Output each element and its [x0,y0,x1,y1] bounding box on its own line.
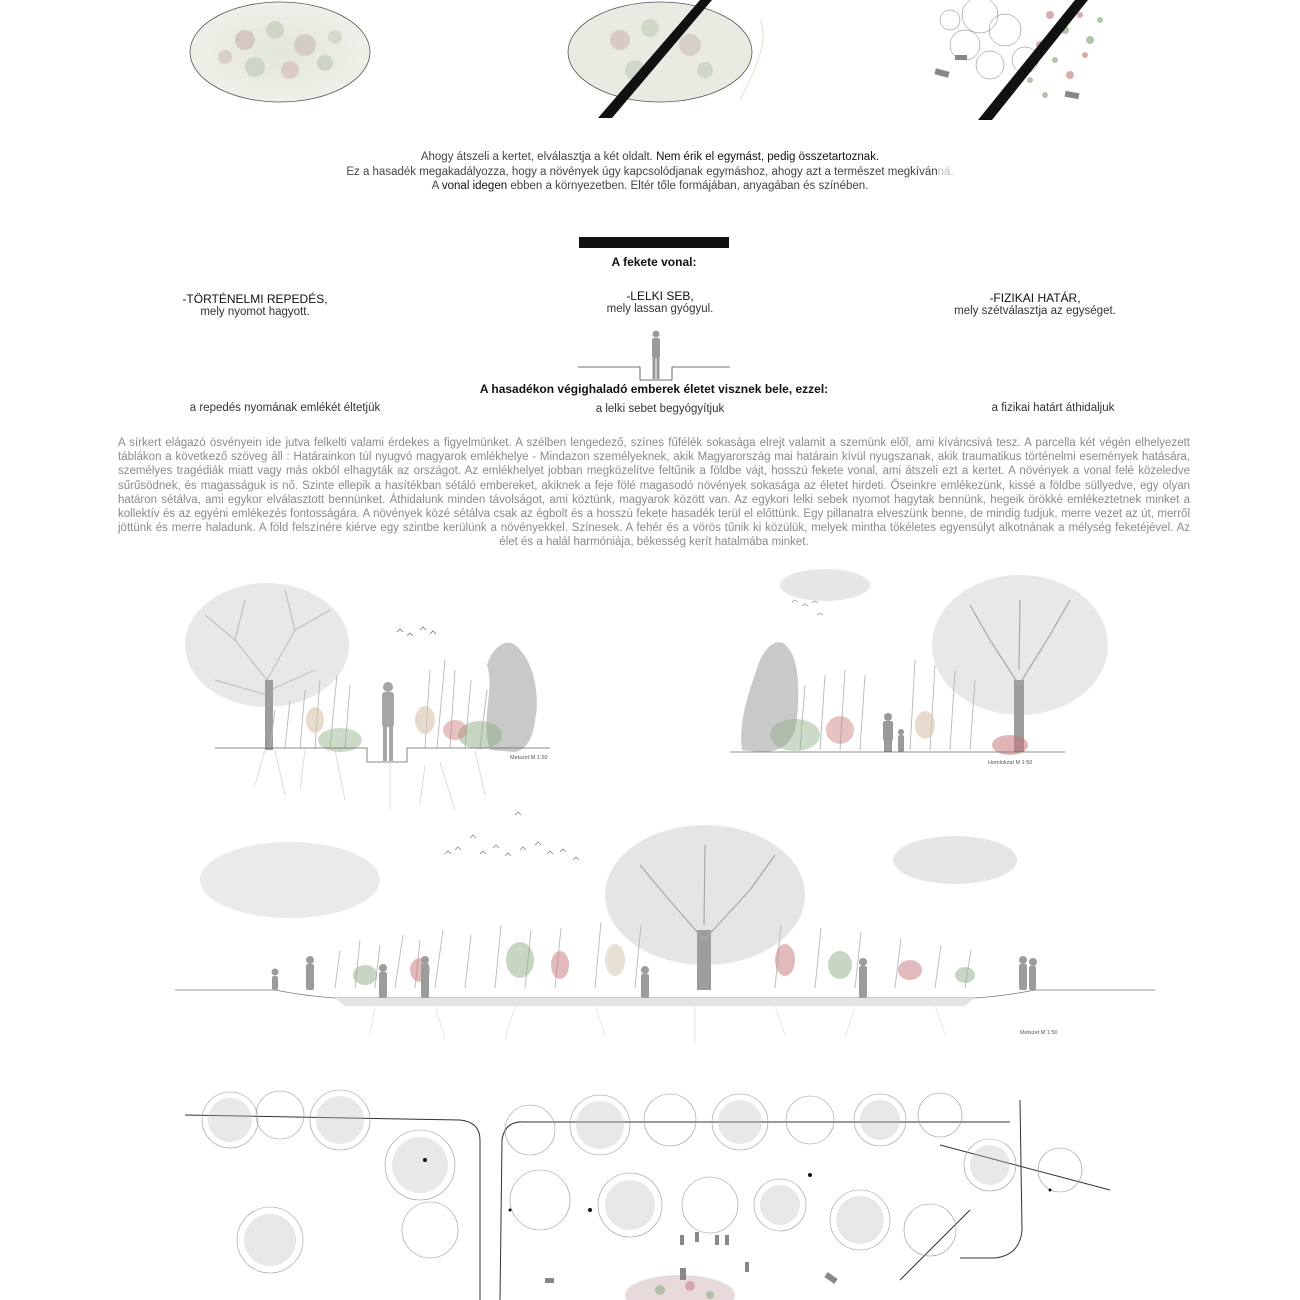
intro-line1-a: Ahogy átszeli a kertet, elválasztja a két oldalt. [420,151,657,163]
column-sub: mely lassan gyógyul. [606,303,714,315]
intro-line2-b: ná. [937,165,954,178]
caption-elevation-right: Homlokzat M 1:50 [988,760,1033,766]
intro-text [200,150,1100,194]
concept-diagram-line-cut [560,0,790,125]
column-sub: mely nyomot hagyott. [200,306,310,318]
caption-section-long: Metszet M 1:50 [1020,1030,1058,1036]
column-physical [905,291,1165,317]
column-historical [130,292,380,318]
section-left-illustration [175,570,565,815]
black-line-symbol [579,237,729,248]
intro-line3-b: vonal idegen [441,180,508,192]
trench-section-icon [578,325,730,385]
result-physical: a fizikai határt áthidaljuk [991,402,1115,414]
people-heading: A hasadékon végighaladó emberek életet visznek bele, ezzel: [479,382,829,396]
description-paragraph: A sírkert elágazó ösvényein ide jutva felkelti valami érdekes a figyelmünket. A szélben lengedező, színes fűfélék sokasága elrejt valamit a szemünk elől, ami kíváncsivá tesz. A parcella két végén elhelyezett táblákon a következő szöveg áll : Határainkon túl nyugvó magyarok emlékhelye - Mindazon személyeknek, akik Magyarország mai határain kívül nyugszanak, akik traumatikus történelmi események hatására, személyes tragédiák miatt vagy más okból elhagyták az országot. Az emlékhelyet jobban megközelítve feltűnik a földbe vájt, hosszú fekete vonal, ami átszeli ezt a kertet. A növények a vonal felé közeledve sűrűsödnek, és magasságuk is nő. Szinte ellepik a hasítékban sétáló embereket, akiknek a feje fölé magasodó növények sokasága az életet hirdeti. Őseinkre emlékezünk, kissé a földbe süllyedve, egy olyan határon sétálva, ami egykor elválasztott bennünket. Áthidalunk minden távolságot, ami köztünk, magyarok között van. Az egykori lelki sebek nyomot hagytak bennünk, hegeik örökké emlékeztetnek minket a kollektív és az egyéni emlékezés fontosságára. A növények közé sétálva csak az égbolt és a hosszú fekete hasadék terül el előttünk. Egy pillanatra elveszünk benne, de mindig tudjuk, merre vezet az út, merről jöttünk és merre haladunk. A föld felszínére kiérve egy szintbe kerülünk a növényekkel. Színesek. A fehér és a vörös tűnik ki közülük, melyek mintha tökéletes egyensúlyt alkotnának a mélység feketéjével. Az élet és a halál harmóniája, békesség kerít hatalmába minket. [118,437,1190,549]
intro-line3-a: A [431,180,442,192]
column-sub: mely szétválasztja az egységet. [954,305,1116,317]
column-title: -FIZIKAI HATÁR, [989,291,1081,305]
concept-diagram-garden [185,5,385,110]
intro-line3-c: ebben a környezetben. Eltér tőle formájában, anyagában és színében. [507,180,869,192]
black-line-heading: A fekete vonal: [611,255,697,269]
concept-diagram-planted [930,0,1120,125]
result-historical: a repedés nyomának emlékét éltetjük [189,402,381,414]
result-spiritual: a lelki sebet begyógyítjuk [595,403,725,415]
caption-section-left: Metszet M 1:50 [510,755,548,761]
intro-line1-b: Nem érik el egymást, pedig összetartoznak. [656,151,880,163]
site-plan-illustration [180,1090,1115,1300]
section-long-illustration [175,810,1155,1045]
person-silhouette-icon [652,331,660,380]
column-title: -TÖRTÉNELMI REPEDÉS, [182,292,328,306]
intro-line2-a: Ez a hasadék megakadályozza, hogy a növények úgy kapcsolódjanak egymáshoz, ahogy azt a természet megkíván [346,165,938,178]
elevation-right-illustration [720,560,1120,765]
column-spiritual [535,289,785,315]
column-title: -LELKI SEB, [626,289,694,303]
